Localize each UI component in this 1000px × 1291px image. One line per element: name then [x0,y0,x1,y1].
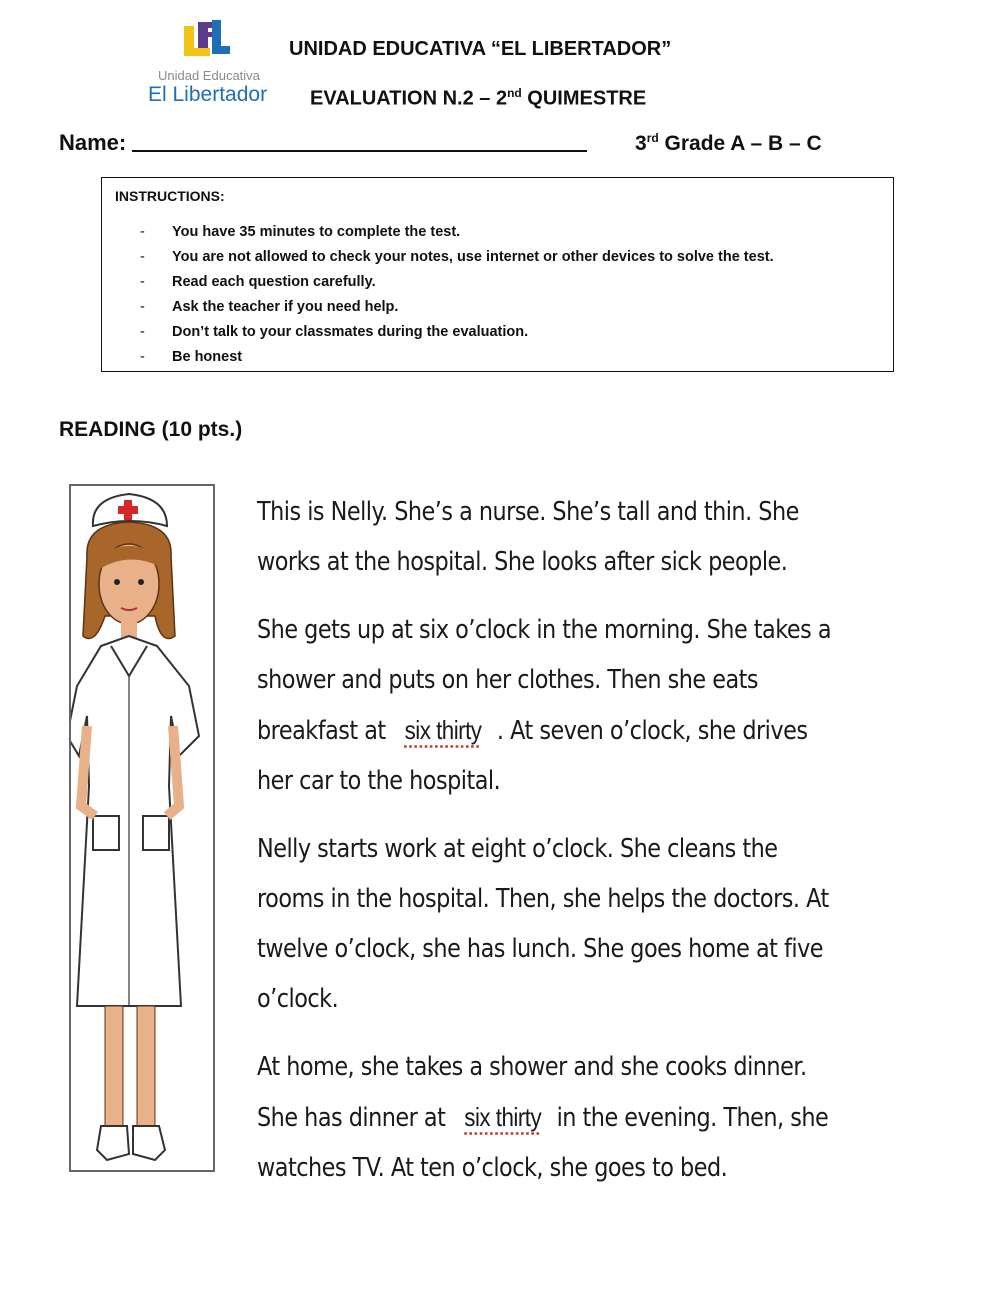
instruction-item: - Ask the teacher if you need help. [140,299,399,315]
evaluation-title: EVALUATION N.2 – 2nd QUIMESTRE [310,86,647,110]
answer-blank-1[interactable]: six thirty [404,715,482,745]
logo-emblem-icon [180,18,236,64]
instructions-title: INSTRUCTIONS: [115,188,225,204]
logo-subtitle: Unidad Educativa [158,68,260,83]
reading-passage [257,487,842,1211]
instruction-item: - You are not allowed to check your notes, use internet or other devices to solve the test. [140,249,774,265]
passage-paragraph-1: This is Nelly. She’s a nurse. She’s tall and thin. She works at the hospital. She looks after sick people. [257,497,799,577]
nurse-illustration [69,484,215,1172]
instruction-item: - You have 35 minutes to complete the test. [140,224,461,240]
instructions-list [140,224,774,374]
school-name: UNIDAD EDUCATIVA “EL LIBERTADOR” [289,38,672,60]
instruction-item: - Be honest [140,349,243,365]
passage-paragraph-4: At home, she takes a shower and she cooks dinner. She has dinner at six thirty in the evening. Then, she watches TV. At ten o’clock, she goes to bed. [257,1052,829,1183]
student-name-row [59,130,587,156]
nurse-icon [71,486,213,1170]
school-logo [140,14,280,114]
grade-label: 3rd Grade A – B – C [635,131,822,155]
passage-paragraph-2: She gets up at six o’clock in the morning. She takes a shower and puts on her clothes. Then she eats breakfast at six thirty . At seven o’clock, she drives her car to the hospital. [257,615,832,796]
logo-title: El Libertador [148,83,268,106]
reading-section-title: READING (10 pts.) [59,418,243,441]
instruction-item: - Read each question carefully. [140,274,376,290]
instruction-item: - Don’t talk to your classmates during the evaluation. [140,324,529,340]
name-blank-line[interactable] [132,130,587,152]
name-label: Name: [59,130,127,155]
passage-paragraph-3: Nelly starts work at eight o’clock. She cleans the rooms in the hospital. Then, she helps the doctors. At twelve o’clock, she has lunch. She goes home at five o’clock. [257,834,829,1014]
instructions-box [101,177,894,372]
answer-blank-2[interactable]: six thirty [464,1102,542,1132]
